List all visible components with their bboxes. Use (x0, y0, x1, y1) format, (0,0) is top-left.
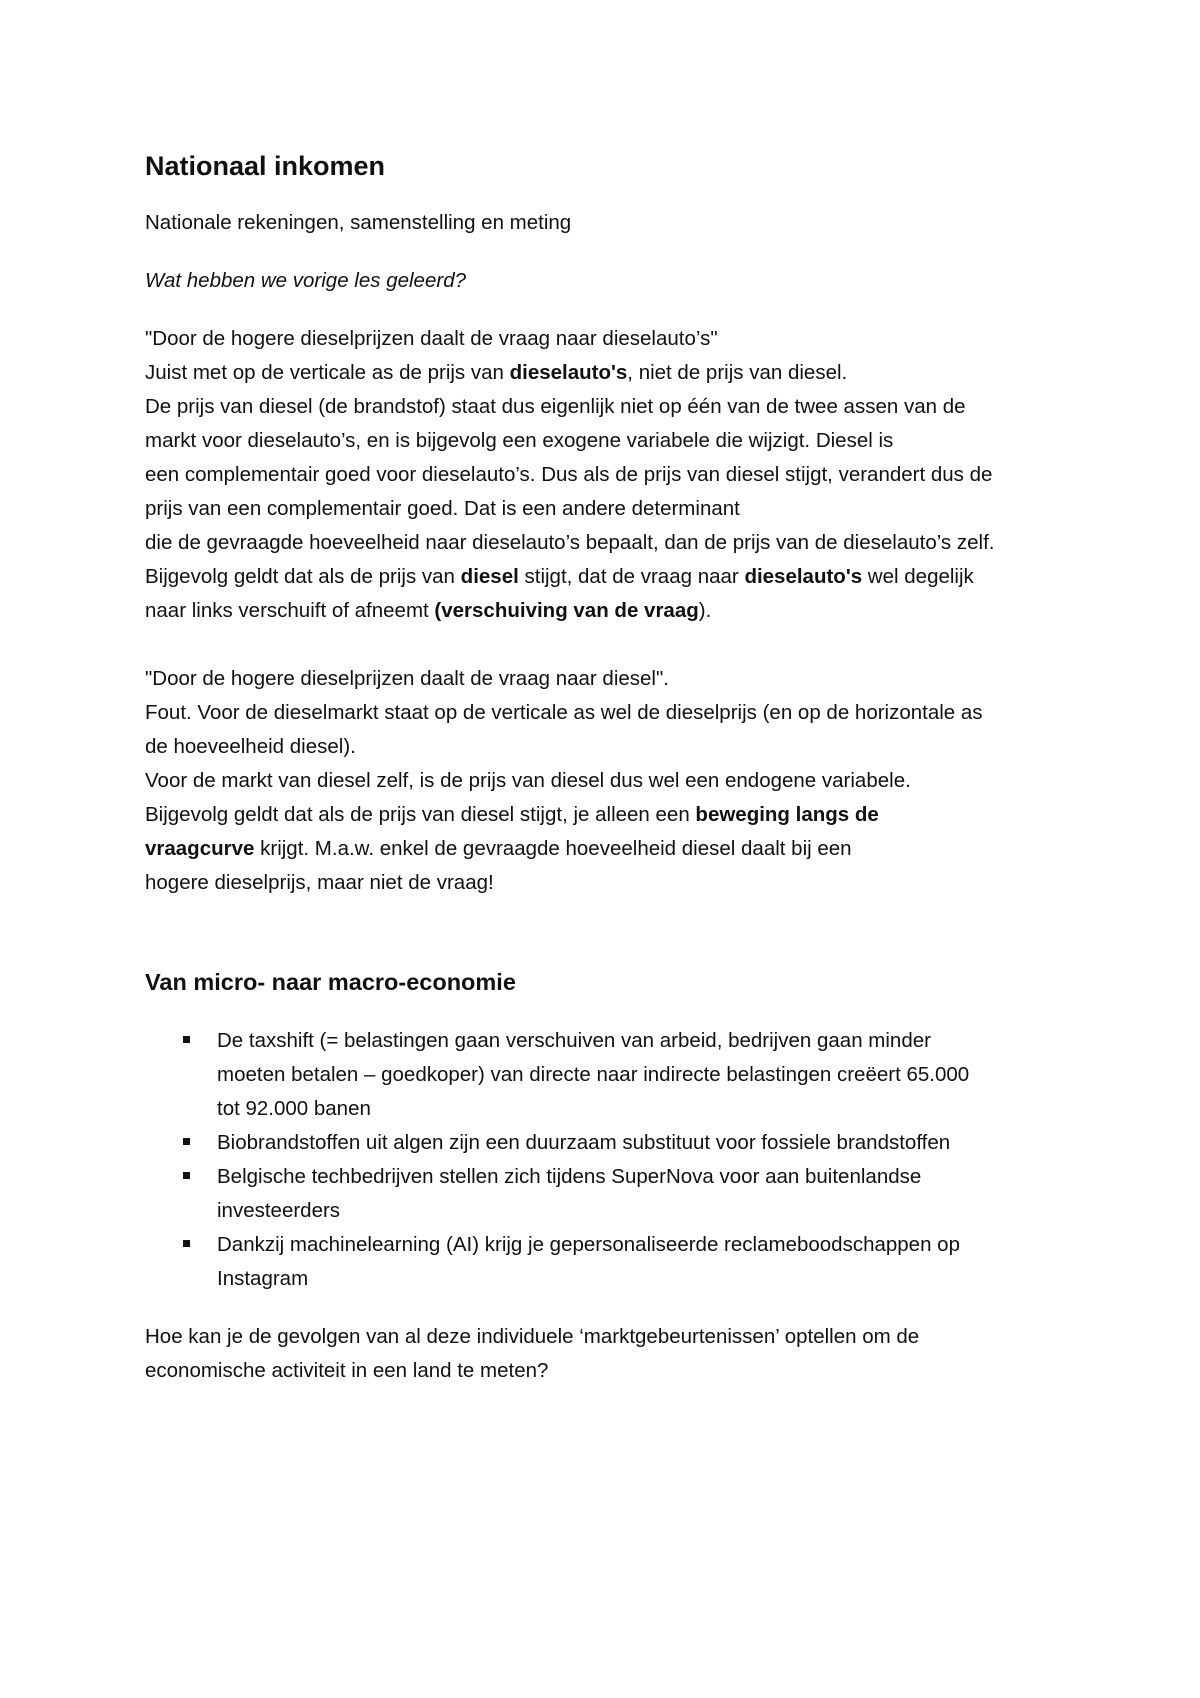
list-item: De taxshift (= belastingen gaan verschuiven van arbeid, bedrijven gaan minder moeten betalen – goedkoper) van directe naar indirecte belastingen creëert 65.000 tot 92.000 banen (145, 1024, 1075, 1126)
text-line: die de gevraagde hoeveelheid naar dieselauto’s bepaalt, dan de prijs van de dieselauto’s zelf. (145, 531, 995, 554)
section-heading: Van micro- naar macro-economie (145, 969, 516, 995)
text-line: Fout. Voor de dieselmarkt staat op de verticale as wel de dieselprijs (en op de horizontale as (145, 701, 983, 724)
square-bullet-icon (183, 1138, 190, 1145)
bullet-list (145, 1024, 1075, 1296)
quote-line: "Door de hogere dieselprijzen daalt de vraag naar diesel". (145, 667, 669, 690)
text-line: De prijs van diesel (de brandstof) staat dus eigenlijk niet op één van de twee assen van de (145, 395, 966, 418)
text-line: prijs van een complementair goed. Dat is een andere determinant (145, 497, 740, 520)
paragraph-dieselautos (145, 322, 1075, 628)
text-line: markt voor dieselauto’s, en is bijgevolg een exogene variabele die wijzigt. Diesel is (145, 429, 894, 452)
list-item: Dankzij machinelearning (AI) krijg je gepersonaliseerde reclameboodschappen op Instagram (145, 1228, 1075, 1296)
text-line: een complementair goed voor dieselauto’s. Dus als de prijs van diesel stijgt, verandert dus de (145, 463, 993, 486)
document-page (145, 146, 1075, 1388)
square-bullet-icon (183, 1240, 190, 1247)
text-line: vraagcurve krijgt. M.a.w. enkel de gevraagde hoeveelheid diesel daalt bij een (145, 837, 852, 860)
closing-question: Hoe kan je de gevolgen van al deze individuele ‘marktgebeurtenissen’ optellen om de economische activiteit in een land te meten? (145, 1325, 920, 1382)
text-line: Bijgevolg geldt dat als de prijs van diesel stijgt, je alleen een beweging langs de (145, 803, 879, 826)
page-subtitle: Nationale rekeningen, samenstelling en meting (145, 211, 572, 234)
page-title: Nationaal inkomen (145, 151, 386, 181)
square-bullet-icon (183, 1172, 190, 1179)
review-question: Wat hebben we vorige les geleerd? (145, 269, 466, 292)
text-line: Voor de markt van diesel zelf, is de prijs van diesel dus wel een endogene variabele. (145, 769, 911, 792)
text-line: Juist met op de verticale as de prijs van dieselauto's, niet de prijs van diesel. (145, 361, 848, 384)
list-item: Belgische techbedrijven stellen zich tijdens SuperNova voor aan buitenlandse investeerders (145, 1160, 1075, 1228)
text-line: naar links verschuift of afneemt (verschuiving van de vraag). (145, 599, 712, 622)
square-bullet-icon (183, 1036, 190, 1043)
text-line: hogere dieselprijs, maar niet de vraag! (145, 871, 494, 894)
list-item: Biobrandstoffen uit algen zijn een duurzaam substituut voor fossiele brandstoffen (145, 1126, 1075, 1160)
text-line: Bijgevolg geldt dat als de prijs van diesel stijgt, dat de vraag naar dieselauto's wel degelijk (145, 565, 974, 588)
text-line: de hoeveelheid diesel). (145, 735, 356, 758)
quote-line: "Door de hogere dieselprijzen daalt de vraag naar dieselauto’s" (145, 327, 718, 350)
paragraph-diesel (145, 662, 1075, 900)
